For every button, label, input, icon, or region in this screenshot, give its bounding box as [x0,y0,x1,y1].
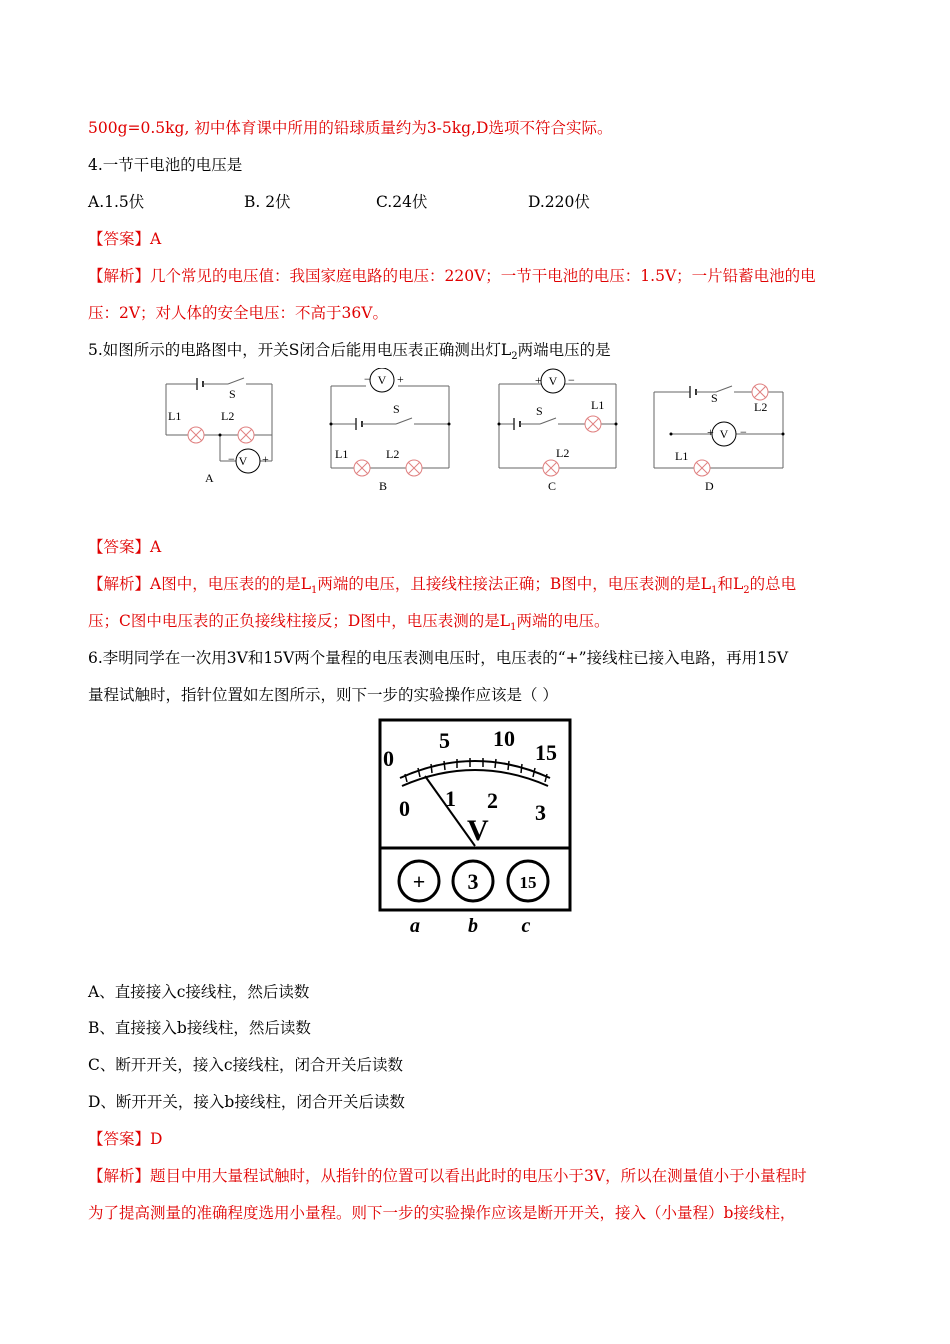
terminal-letter-c: c [521,915,531,937]
fig-d-l1-label: L1 [675,449,689,463]
q6-analysis-line-1 [88,1166,807,1186]
fig-a-switch-label: S [229,387,236,401]
fig-b-minus-label: − [364,372,371,386]
analysis-text: A图中，电压表的的是L [150,575,312,593]
analysis-text: 的总电 [749,575,797,593]
q4-option-d: D.220伏 [528,193,590,211]
answer-tag: 【答案】 [88,230,151,248]
analysis-text: 题目中用大量程试触时，从指针的位置可以看出此时的电压小于3V，所以在测量值小于小量程时 [150,1167,807,1185]
subscript: 1 [311,585,318,597]
analysis-text: 压；C图中电压表的正负接线柱接反；D图中，电压表测的是L [88,612,511,630]
upper-tick-0: 0 [383,746,394,771]
terminal-letter-b: b [468,915,478,937]
fig-b-l2-label: L2 [386,447,400,461]
analysis-text: 几个常见的电压值：我国家庭电路的电压：220V；一节干电池的电压：1.5V；一片铅蓄电池的电 [150,267,816,285]
lower-tick-1: 1 [445,786,456,811]
q6-analysis-line-2: 为了提高测量的准确程度选用小量程。则下一步的实验操作应该是断开开关，接入（小量程）b接线柱， [88,1204,796,1222]
q4-analysis-line-2: 压：2V；对人体的安全电压：不高于36V。 [88,304,388,322]
lower-tick-2: 2 [487,788,498,813]
terminal-3: 3 [467,869,479,894]
upper-tick-10: 10 [493,726,515,751]
fig-c-l1-label: L1 [591,398,605,412]
q6-answer [88,1129,162,1149]
fig-a-minus-label: − [228,452,235,466]
fig-c-switch-label: S [536,404,543,418]
circuit-figure-d [654,384,783,476]
fig-c-minus-label: − [568,373,575,387]
subscript: 1 [711,585,718,597]
q6-option-a: A、直接接入c接线柱，然后读数 [88,983,310,1001]
fig-b-switch-label: S [393,402,400,416]
q5-answer [88,537,161,557]
fig-d-minus-label: − [740,425,747,439]
fig-b-plus-label: + [397,372,404,386]
fig-b-caption: B [379,479,388,493]
analysis-text: 和L [717,575,744,593]
lower-tick-0: 0 [399,796,410,821]
q5-analysis-line-2 [88,611,609,638]
fig-b-voltmeter-label: V [377,373,387,387]
q6-stem-line-1: 6.李明同学在一次用3V和15V两个量程的电压表测电压时，电压表的“+”接线柱已接入电路，再用15V [88,649,789,667]
fig-b-l1-label: L1 [335,447,349,461]
fig-a-l2-label: L2 [221,409,235,423]
stem-text-end: 两端电压的是 [517,341,611,359]
answer-value: A [150,538,162,556]
analysis-tag: 【解析】 [88,267,151,285]
answer-value: A [150,230,162,248]
fig-a-voltmeter-label: V [238,454,248,468]
q6-option-c: C、断开开关，接入c接线柱，闭合开关后读数 [88,1056,404,1074]
analysis-text: 两端的电压。 [516,612,610,630]
analysis-text: 两端的电压，且接线柱接法正确；B图中，电压表测的是L [317,575,712,593]
terminal-plus: + [412,869,426,894]
circuit-diagrams [0,368,950,498]
fig-c-l2-label: L2 [556,446,570,460]
analysis-tag: 【解析】 [88,1167,151,1185]
unit-label: V [467,814,489,847]
fig-a-l1-label: L1 [168,409,182,423]
q4-answer [88,229,161,249]
q4-analysis-line-1 [88,266,816,286]
answer-tag: 【答案】 [88,538,151,556]
fig-d-l2-label: L2 [754,400,768,414]
answer-value: D [150,1130,163,1148]
q6-stem-line-2: 量程试触时，指针位置如左图所示，则下一步的实验操作应该是（ ） [88,686,558,704]
subscript: 2 [511,351,518,363]
fig-c-plus-label: + [535,373,542,387]
intro-line: 500g=0.5kg, 初中体育课中所用的铅球质量约为3-5kg,D选项不符合实际。 [88,119,613,137]
upper-tick-15: 15 [535,740,557,765]
q4-option-a: A.1.5伏 [88,193,145,211]
voltmeter-dial-figure [375,716,575,940]
q4-option-b: B. 2伏 [244,193,291,211]
fig-d-caption: D [705,479,714,493]
lower-tick-3: 3 [535,800,546,825]
circuit-figure-a [166,378,272,473]
fig-a-plus-label: + [262,452,269,466]
q6-option-b: B、直接接入b接线柱，然后读数 [88,1019,311,1037]
q4-option-c: C.24伏 [376,193,428,211]
fig-d-plus-label: + [707,425,714,439]
terminal-15: 15 [519,873,537,892]
answer-tag: 【答案】 [88,1130,151,1148]
fig-a-caption: A [205,471,214,485]
q5-analysis-line-1 [88,574,796,601]
fig-c-voltmeter-label: V [548,374,558,388]
terminal-letter-a: a [410,915,420,937]
subscript: 2 [743,585,750,597]
stem-text: 5.如图所示的电路图中，开关S闭合后能用电压表正确测出灯L [88,341,512,359]
subscript: 1 [510,622,517,634]
fig-d-voltmeter-label: V [719,427,729,441]
fig-c-caption: C [548,479,557,493]
q4-stem: 4.一节干电池的电压是 [88,156,243,174]
fig-d-switch-label: S [711,391,718,405]
q6-option-d: D、断开开关，接入b接线柱，闭合开关后读数 [88,1093,405,1111]
q5-stem [88,340,611,367]
analysis-tag: 【解析】 [88,575,151,593]
upper-tick-5: 5 [439,728,450,753]
